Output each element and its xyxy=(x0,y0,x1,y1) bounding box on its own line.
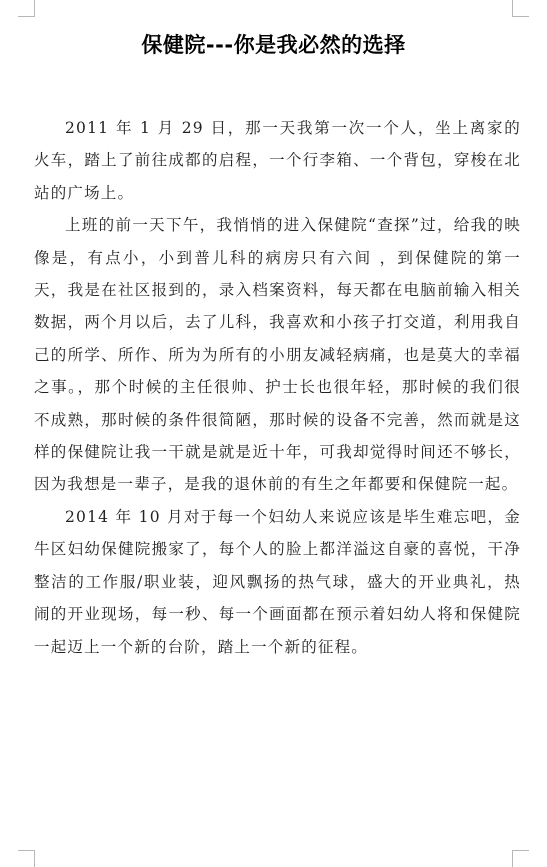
paragraph-1: 2011 年 1 月 29 日，那一天我第一次一个人，坐上离家的火车，踏上了前往成都的启程，一个行李箱、一个背包，穿梭在北站的广场上。 xyxy=(34,119,521,202)
crop-mark-top-left xyxy=(18,0,35,17)
crop-mark-bottom-right xyxy=(512,850,529,867)
crop-mark-bottom-left xyxy=(18,850,35,867)
paragraph-3: 2014 年 10 月对于每一个妇幼人来说应该是毕生难忘吧，金牛区妇幼保健院搬家了，每个人的脸上都洋溢这自豪的喜悦，干净整洁的工作服/职业装，迎风飘扬的热气球，盛大的开业典礼，热闹的开业现场，每一秒、每一个画面都在预示着妇幼人将和保健院一起迈上一个新的台阶，踏上一个新的征程。 xyxy=(34,507,521,656)
document-body xyxy=(34,112,521,663)
document-title: 保健院---你是我必然的选择 xyxy=(141,33,406,57)
crop-mark-top-right xyxy=(512,0,529,17)
paragraph-2: 上班的前一天下午，我悄悄的进入保健院“查探”过，给我的映像是，有点小，小到普儿科的病房只有六间 ，到保健院的第一天，我是在社区报到的，录入档案资料，每天都在电脑前输入相关数据，两个月以后，去了儿科，我喜欢和小孩子打交道，利用我自己的所学、所作、所为为所有的小朋友减轻病痛，也是莫大的幸福之事。，那个时候的主任很帅、护士长也很年轻，那时候的我们很不成熟，那时候的条件很简陋，那时候的设备不完善，然而就是这样的保健院让我一干就是就是近十年，可我却觉得时间还不够长，因为我想是一辈子，是我的退休前的有生之年都要和保健院一起。 xyxy=(34,216,521,494)
